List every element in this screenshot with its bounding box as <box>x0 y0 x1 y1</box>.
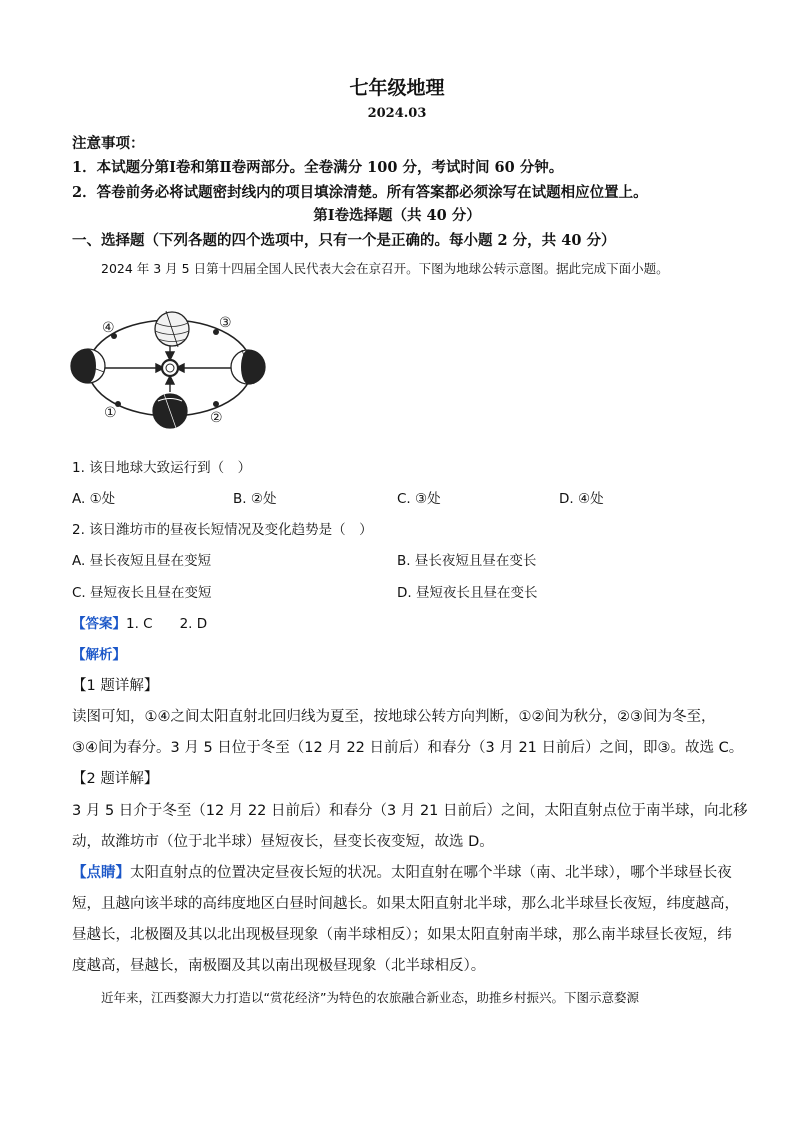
q2-option-b[interactable]: B. 昼长夜短且昼在变长 <box>397 553 537 569</box>
diagram-label-4: ④ <box>102 320 115 336</box>
detail1-heading: 【1 题详解】 <box>72 678 159 694</box>
analysis-label: 【解析】 <box>72 647 126 663</box>
q2-option-c[interactable]: C. 昼短夜长且昼在变短 <box>72 585 212 601</box>
page-title: 七年级地理 <box>349 77 445 99</box>
q2-option-d[interactable]: D. 昼短夜长且昼在变长 <box>397 585 538 601</box>
tip-line-4: 度越高，昼越长，南极圈及其以南出现极昼现象（北半球相反）。 <box>72 958 486 974</box>
detail1-line-2: ③④间为春分。3 月 5 日位于冬至（12 月 22 日前后）和春分（3 月 21 日前后）之间，即③。故选 C。 <box>72 740 744 756</box>
answer-line <box>72 612 207 632</box>
sun-icon <box>162 360 178 376</box>
detail2-line-1: 3 月 5 日介于冬至（12 月 22 日前后）和春分（3 月 21 日前后）之间，太阳直射点位于南半球，向北移 <box>72 803 748 819</box>
section-part-heading: 一、选择题（下列各题的四个选项中，只有一个是正确的。每小题 2 分，共 40 分） <box>72 232 616 249</box>
tip-line-1-text: 太阳直射点的位置决定昼夜长短的状况。太阳直射在哪个半球（南、北半球），哪个半球昼长夜 <box>130 865 732 881</box>
diagram-label-1: ① <box>104 405 117 421</box>
q2-option-a[interactable]: A. 昼长夜短且昼在变短 <box>72 553 212 569</box>
detail2-heading: 【2 题详解】 <box>72 771 159 787</box>
detail2-line-2: 动，故潍坊市（位于北半球）昼短夜长，昼变长夜变短，故选 D。 <box>72 834 494 850</box>
tip-line-2: 短，且越向该半球的高纬度地区白昼时间越长。如果太阳直射北半球，那么北半球昼长夜短，纬度越高， <box>72 896 739 912</box>
q1-option-b[interactable]: B. ②处 <box>233 491 277 507</box>
notice-heading: 注意事项： <box>72 135 145 152</box>
diagram-label-3: ③ <box>219 315 232 331</box>
diagram-label-2: ② <box>210 410 223 426</box>
q1-option-c[interactable]: C. ③处 <box>397 491 441 507</box>
earth-top-icon <box>155 311 189 347</box>
answer-label: 【答案】 <box>72 616 126 632</box>
detail1-line-1: 读图可知，①④之间太阳直射北回归线为夏至，按地球公转方向判断，①②间为秋分，②③间为冬至， <box>72 709 716 725</box>
section-title: 第Ⅰ卷选择题（共 40 分） <box>313 207 481 224</box>
tip-line-1 <box>72 861 732 882</box>
notice-item-1: 1．本试题分第Ⅰ卷和第Ⅱ卷两部分。全卷满分 100 分，考试时间 60 分钟。 <box>72 159 564 176</box>
tip-label: 【点睛】 <box>72 865 130 881</box>
earth-bottom-icon <box>153 394 187 428</box>
q1-option-a[interactable]: A. ①处 <box>72 491 116 507</box>
exam-date: 2024.03 <box>367 106 427 121</box>
earth-revolution-diagram <box>66 300 276 432</box>
question-intro: 2024 年 3 月 5 日第十四届全国人民代表大会在京召开。下图为地球公转示意图。据此完成下面小题。 <box>101 261 669 276</box>
q1-stem: 1. 该日地球大致运行到（ ） <box>72 460 252 476</box>
next-question-intro: 近年来，江西婺源大力打造以“赏花经济”为特色的农旅融合新业态，助推乡村振兴。下图示意婺源 <box>101 990 639 1005</box>
earth-right-icon <box>231 350 265 384</box>
earth-left-icon <box>71 349 105 383</box>
answer-text: 1. C 2. D <box>126 616 208 632</box>
tip-line-3: 昼越长，北极圈及其以北出现极昼现象（南半球相反）；如果太阳直射南半球，那么南半球昼长夜短，纬 <box>72 927 732 943</box>
q1-option-d[interactable]: D. ④处 <box>559 491 604 507</box>
notice-item-2: 2．答卷前务必将试题密封线内的项目填涂清楚。所有答案都必须涂写在试题相应位置上。 <box>72 184 648 201</box>
q2-stem: 2. 该日潍坊市的昼夜长短情况及变化趋势是（ ） <box>72 522 373 538</box>
